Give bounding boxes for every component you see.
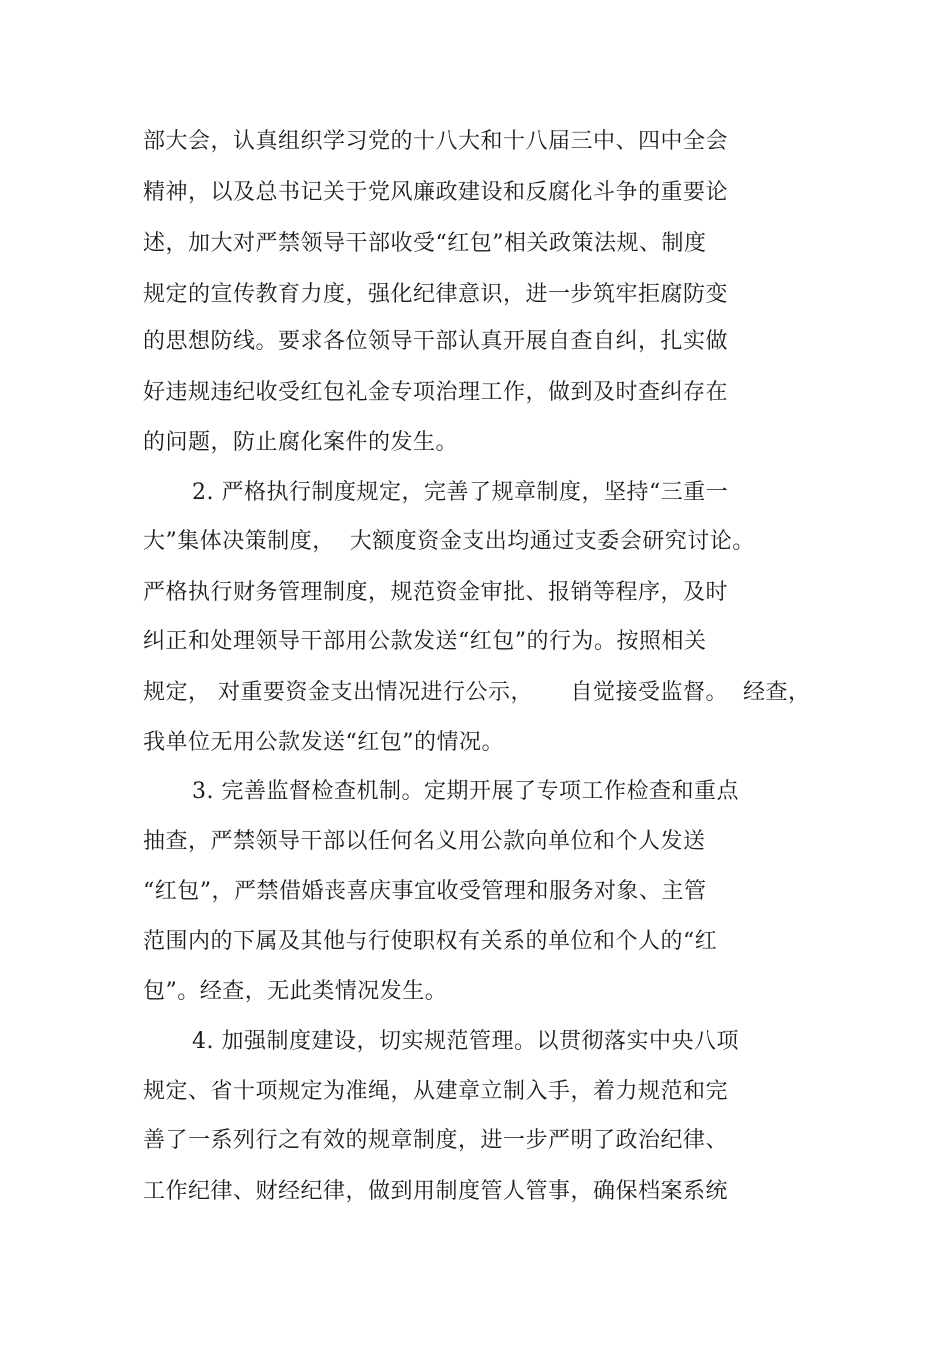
text-line: 的思想防线。要求各位领导干部认真开展自查自纠，扎实做 xyxy=(143,329,729,354)
text-line: 抽查，严禁领导干部以任何名义用公款向单位和个人发送 xyxy=(143,829,706,854)
text-line: 规定， 对重要资金支出情况进行公示， 自觉接受监督。 经查， xyxy=(143,680,811,705)
text-line: 工作纪律、财经纪律，做到用制度管人管事，确保档案系统 xyxy=(143,1179,729,1204)
text-line: 规定的宣传教育力度，强化纪律意识，进一步筑牢拒腐防变 xyxy=(143,282,729,307)
paragraph-3-start: 3. 完善监督检查机制。定期开展了专项工作检查和重点 xyxy=(192,779,739,804)
text-line: 的问题，防止腐化案件的发生。 xyxy=(143,430,459,455)
paragraph-4-start: 4. 加强制度建设，切实规范管理。以贯彻落实中央八项 xyxy=(192,1029,739,1054)
text-line: 我单位无用公款发送“红包”的情况。 xyxy=(143,730,504,755)
text-line: 善了一系列行之有效的规章制度，进一步严明了政治纪律、 xyxy=(143,1128,729,1153)
text-line: 精神，以及总书记关于党风廉政建设和反腐化斗争的重要论 xyxy=(143,180,729,205)
text-line: 述，加大对严禁领导干部收受“红包”相关政策法规、制度 xyxy=(143,231,707,256)
paragraph-2-start: 2. 严格执行制度规定，完善了规章制度，坚持“三重一 xyxy=(192,480,729,505)
text-line: 好违规违纪收受红包礼金专项治理工作，做到及时查纠存在 xyxy=(143,380,729,405)
text-line: 范围内的下属及其他与行使职权有关系的单位和个人的“红 xyxy=(143,929,718,954)
text-line: 严格执行财务管理制度，规范资金审批、报销等程序，及时 xyxy=(143,580,729,605)
text-line: 部大会，认真组织学习党的十八大和十八届三中、四中全会 xyxy=(143,129,729,154)
text-line: “红包”，严禁借婚丧喜庆事宜收受管理和服务对象、主管 xyxy=(143,879,707,904)
text-line: 大”集体决策制度， 大额度资金支出均通过支委会研究讨论。 xyxy=(143,529,755,554)
text-line: 规定、省十项规定为准绳，从建章立制入手，着力规范和完 xyxy=(143,1079,729,1104)
text-line: 纠正和处理领导干部用公款发送“红包”的行为。按照相关 xyxy=(143,629,707,654)
text-line: 包”。经查，无此类情况发生。 xyxy=(143,979,448,1004)
